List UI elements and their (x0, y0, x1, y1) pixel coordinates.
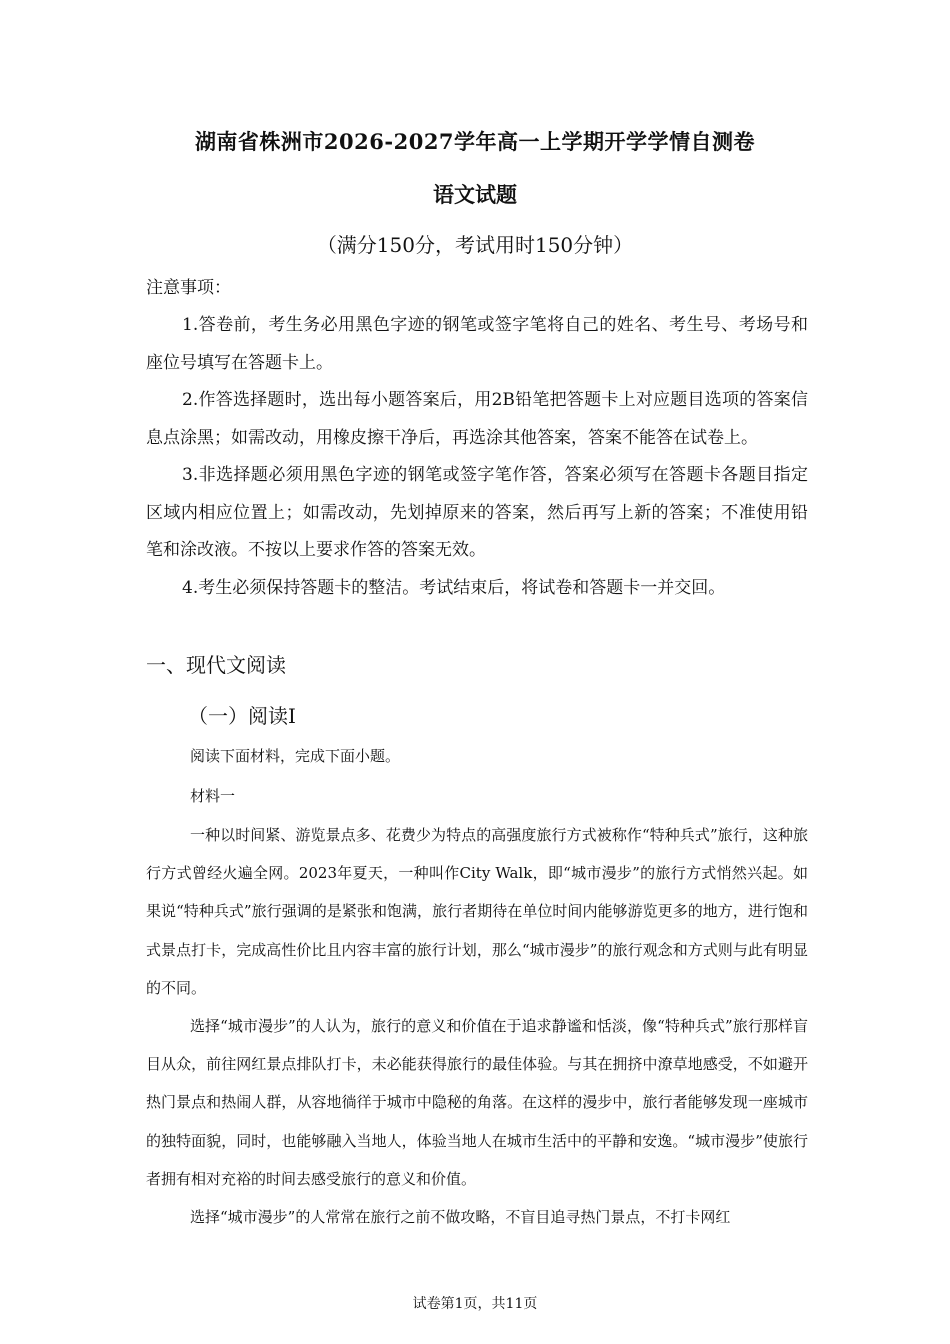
material-label: 材料一 (190, 787, 236, 805)
notice-list (146, 307, 808, 607)
notice-item: 4.考生必须保持答题卡的整洁。考试结束后，将试卷和答题卡一并交回。 (182, 577, 726, 598)
section-heading: 一、现代文阅读 (146, 653, 286, 677)
notice-item: 3.非选择题必须用黑色字迹的钢笔或签字笔作答，答案必须写在答题卡各题目指定区域内相应位置上；如需改动，先划掉原来的答案，然后再写上新的答案；不准使用铅笔和涂改液。不按以上要求作答的答案无效。 (146, 465, 808, 560)
exam-title: 湖南省株洲市2026-2027学年高一上学期开学学情自测卷 (194, 129, 756, 154)
exam-info: （满分150分，考试用时150分钟） (316, 233, 634, 257)
article-paragraph: 选择“城市漫步”的人常常在旅行之前不做攻略，不盲目追寻热门景点，不打卡网红 (190, 1208, 731, 1227)
notice-heading: 注意事项： (146, 278, 231, 298)
article-paragraph: 一种以时间紧、游览景点多、花费少为特点的高强度旅行方式被称作“特种兵式”旅行，这种旅行方式曾经火遍全网。2023年夏天，一种叫作City Walk，即“城市漫步”的旅行方式悄然兴起。如果说“特种兵式”旅行强调的是紧张和饱满，旅行者期待在单位时间内能够游览更多的地方，进行饱和式景点打卡，完成高性价比且内容丰富的旅行计划，那么“城市漫步”的旅行观念和方式则与此有明显的不同。 (146, 826, 808, 997)
material-text (146, 816, 808, 1236)
page-footer: 试卷第1页，共11页 (412, 1296, 538, 1312)
subsection-heading: （一）阅读Ⅰ (188, 704, 296, 728)
article-paragraph: 选择“城市漫步”的人认为，旅行的意义和价值在于追求静谧和恬淡，像“特种兵式”旅行那样盲目从众，前往网红景点排队打卡，未必能获得旅行的最佳体验。与其在拥挤中潦草地感受，不如避开热门景点和热闹人群，从容地徜徉于城市中隐秘的角落。在这样的漫步中，旅行者能够发现一座城市的独特面貌，同时，也能够融入当地人，体验当地人在城市生活中的平静和安逸。“城市漫步”使旅行者拥有相对充裕的时间去感受旅行的意义和价值。 (146, 1017, 808, 1188)
notice-item: 1.答卷前，考生务必用黑色字迹的钢笔或签字笔将自己的姓名、考生号、考场号和座位号填写在答题卡上。 (146, 315, 808, 373)
notice-item: 2.作答选择题时，选出每小题答案后，用2B铅笔把答题卡上对应题目选项的答案信息点涂黑；如需改动，用橡皮擦干净后，再选涂其他答案，答案不能答在试卷上。 (146, 390, 808, 448)
reading-instruction: 阅读下面材料，完成下面小题。 (190, 747, 401, 765)
exam-subtitle: 语文试题 (433, 182, 517, 207)
